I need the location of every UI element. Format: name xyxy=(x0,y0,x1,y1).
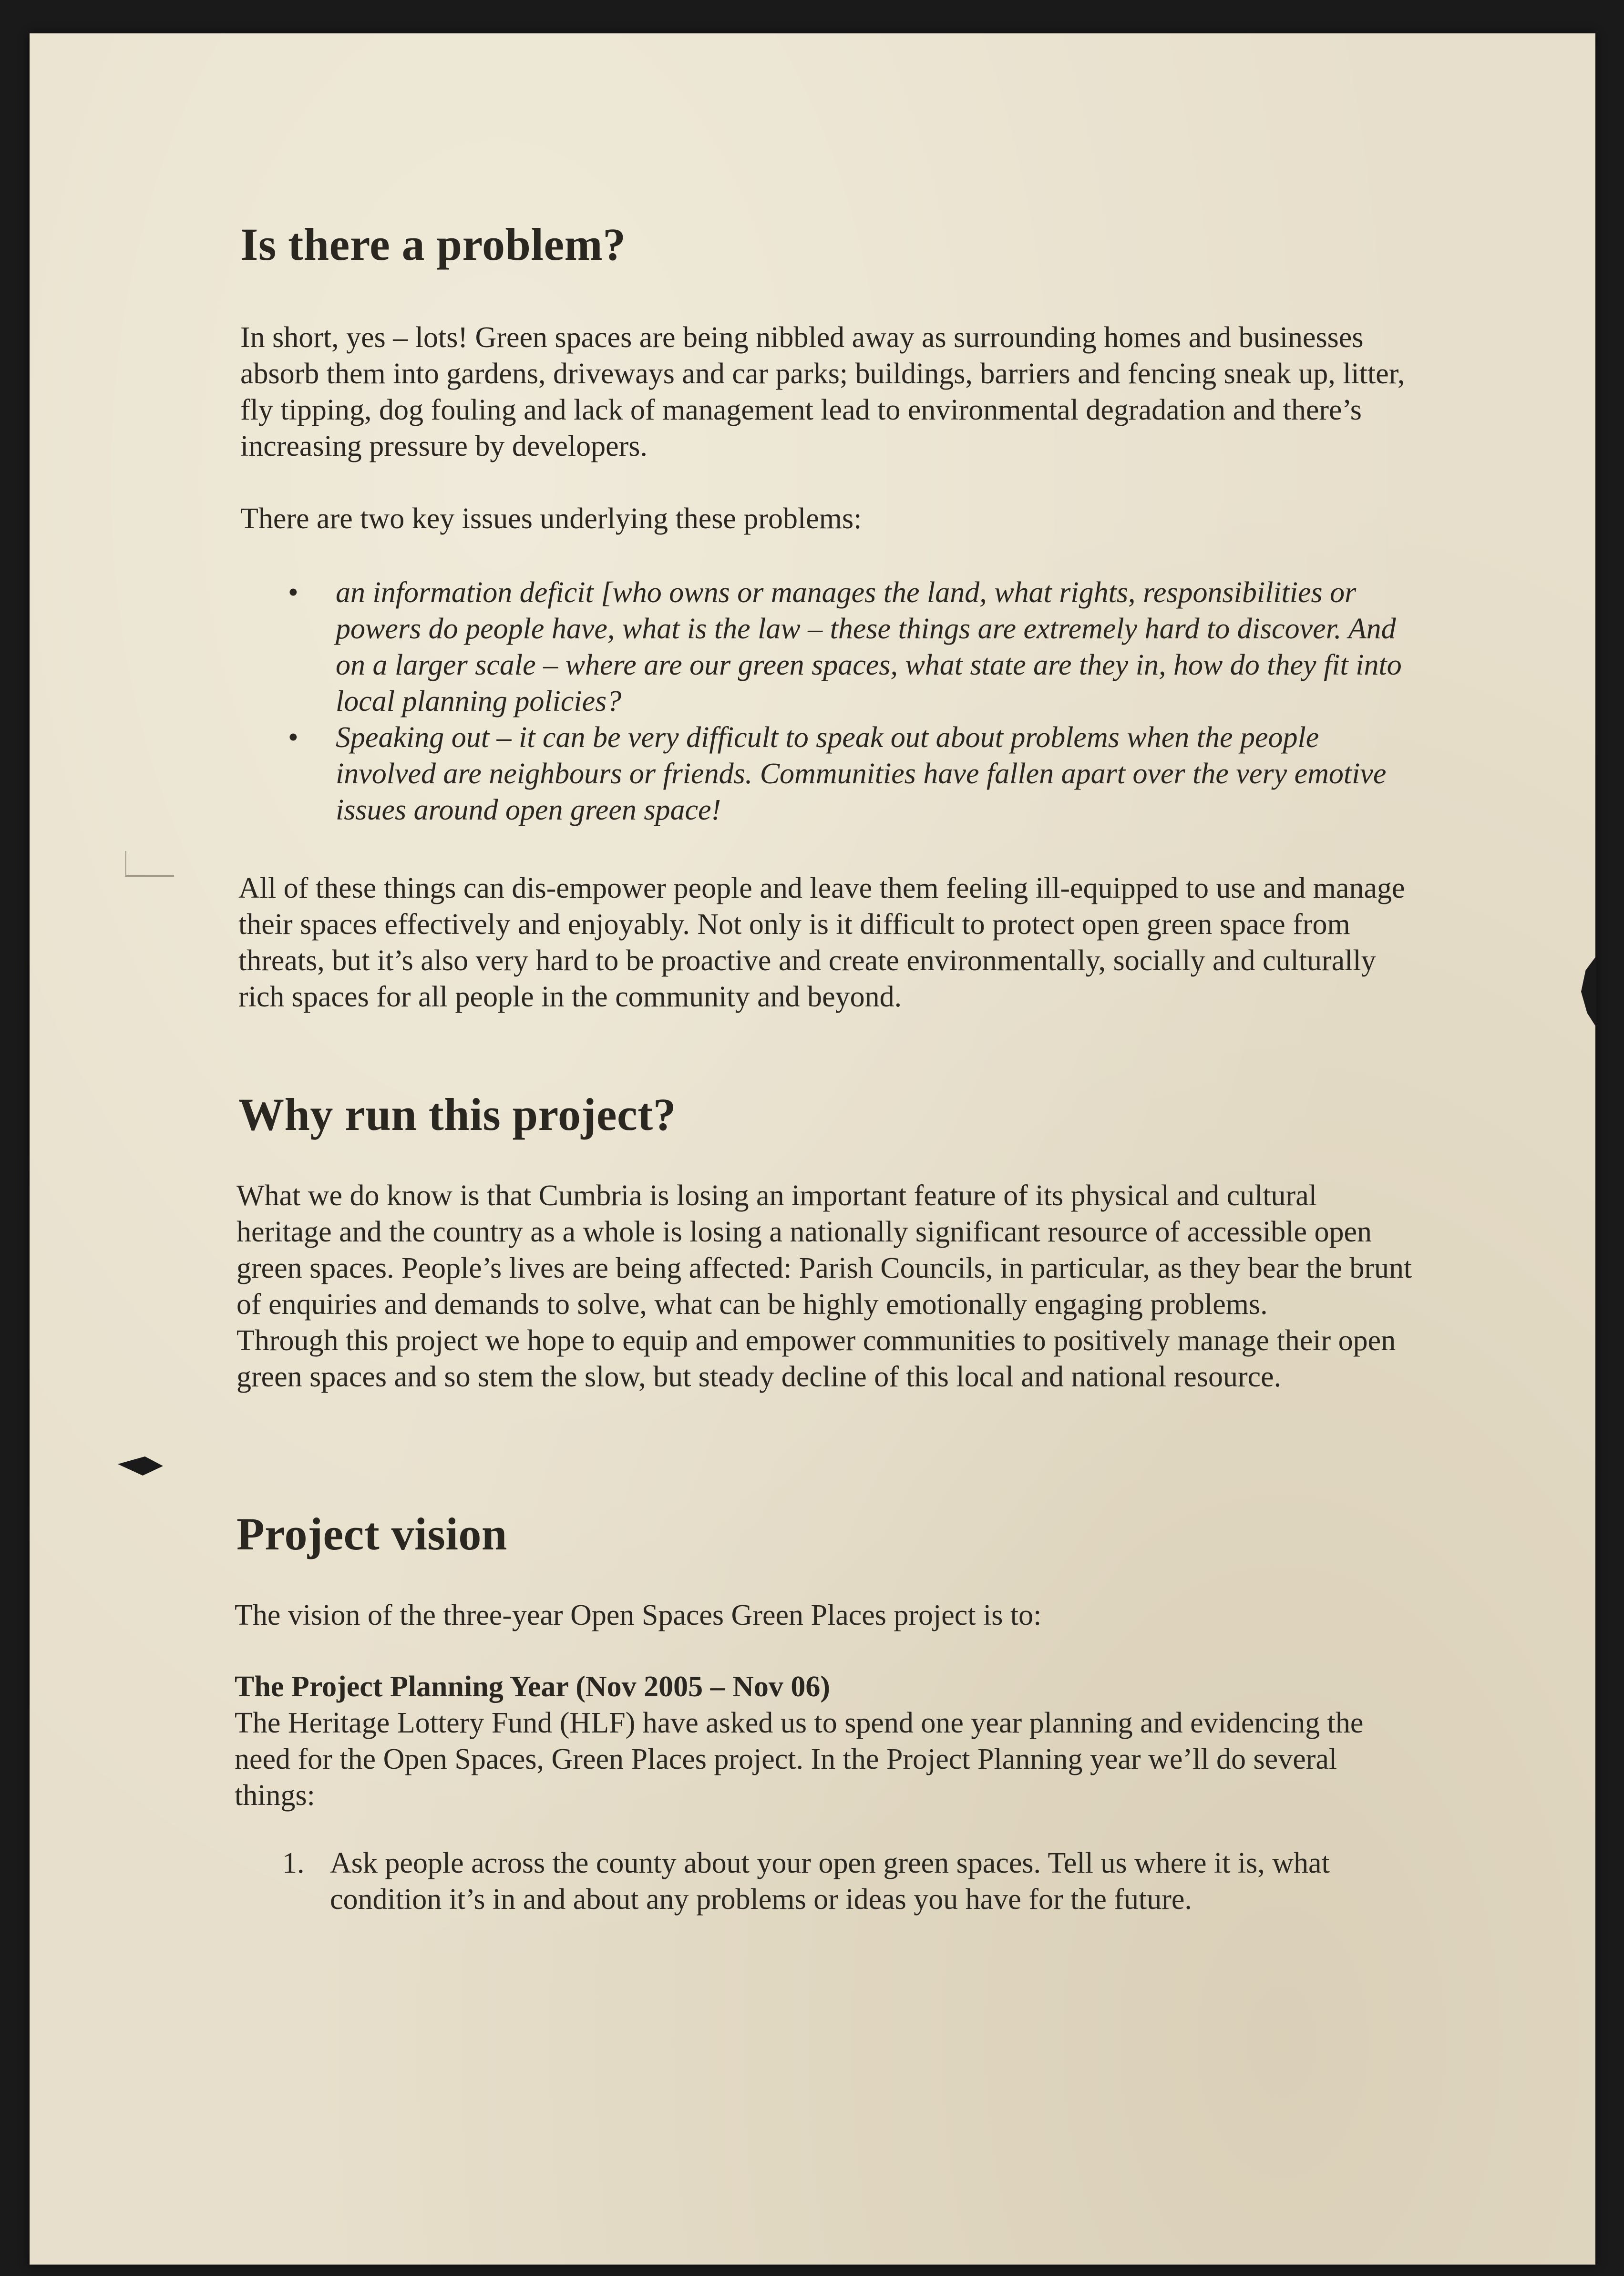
heading-why-run-this-project: Why run this project? xyxy=(238,1089,677,1140)
why-paragraph-2: Through this project we hope to equip and empower communities to positively manage their open green spaces and so stem the slow, but steady decline of this local and national resource. xyxy=(236,1324,1396,1393)
heading-is-there-a-problem: Is there a problem? xyxy=(240,219,626,270)
bullet: • xyxy=(288,721,298,754)
problem-paragraph-3: All of these things can dis-empower people and leave them feeling ill-equipped to use and manage their spaces effectively and enjoyably. Not only is it difficult to protect open green space from threats, but it’s also very hard to be proactive and create environmentally, socially and culturally rich spaces for all people in the community and beyond. xyxy=(238,872,1405,1013)
step-number: 1. xyxy=(282,1847,305,1879)
list-item xyxy=(235,1845,1417,1917)
step-text: Ask people across the county about your open green spaces. Tell us where it is, what condition it’s in and about any problems or ideas you have for the future. xyxy=(330,1847,1330,1916)
paper-crease xyxy=(125,851,174,877)
planning-year-block xyxy=(235,1669,1417,1814)
issue-text: Speaking out – it can be very difficult to speak out about problems when the people involved are neighbours or friends. Communities have fallen apart over the very emotive issues around open green space! xyxy=(336,721,1387,826)
vision-intro: The vision of the three-year Open Spaces Green Places project is to: xyxy=(235,1599,1042,1631)
planning-year-subheading: The Project Planning Year (Nov 2005 – Nov 06) xyxy=(235,1671,831,1703)
problem-paragraph-1: In short, yes – lots! Green spaces are being nibbled away as surrounding homes and businesses absorb them into gardens, driveways and car parks; buildings, barriers and fencing sneak up, litter, fly tipping, dog fouling and lack of management lead to environmental degradation and there’s increasing pressure by developers. xyxy=(240,321,1405,462)
paper-hole xyxy=(118,1456,163,1476)
list-item xyxy=(240,574,1423,719)
heading-project-vision: Project vision xyxy=(236,1508,507,1559)
list-item xyxy=(240,719,1423,828)
bullet: • xyxy=(288,576,298,609)
problem-paragraph-2: There are two key issues underlying these problems: xyxy=(240,502,862,535)
issue-text: an information deficit [who owns or manages the land, what rights, responsibilities or powers do people have, what is the law – these things are extremely hard to discover. And on a larger scale – where are our green spaces, what state are they in, how do they fit into local planning policies? xyxy=(336,576,1402,718)
why-paragraph-1: What we do know is that Cumbria is losing an important feature of its physical and cultural heritage and the country as a whole is losing a nationally significant resource of accessible open green spaces. People’s lives are being affected: Parish Councils, in particular, as they bear the brunt of enquiries and demands to solve, what can be highly emotionally engaging problems. xyxy=(236,1179,1412,1321)
steps-list xyxy=(235,1845,1417,1917)
planning-year-paragraph: The Heritage Lottery Fund (HLF) have asked us to spend one year planning and evidencing the need for the Open Spaces, Green Places project. In the Project Planning year we’ll do several things: xyxy=(235,1707,1364,1812)
issues-list xyxy=(240,574,1423,828)
page-tear xyxy=(1581,956,1596,1027)
why-paragraphs xyxy=(236,1178,1419,1395)
